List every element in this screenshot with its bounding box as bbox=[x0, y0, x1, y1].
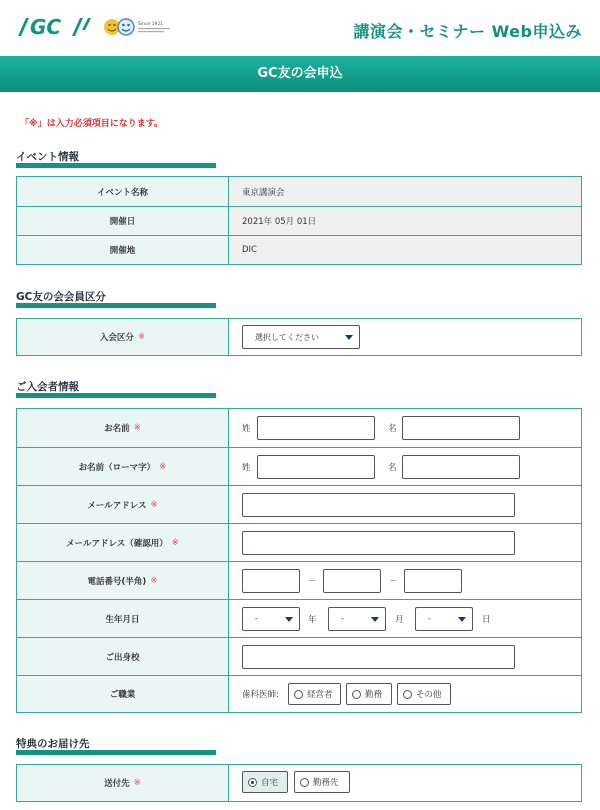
birth-year-select[interactable] bbox=[242, 607, 300, 631]
form-banner: GC友の会申込 bbox=[0, 56, 600, 92]
member-table bbox=[16, 318, 582, 356]
mei-label: 名 bbox=[388, 424, 397, 434]
school-input[interactable] bbox=[242, 645, 515, 669]
section-rule bbox=[16, 303, 216, 308]
email-confirm-label: メールアドレス（確認用） bbox=[66, 538, 168, 549]
smile-logo bbox=[104, 14, 174, 40]
send-option-home-label: 自宅 bbox=[261, 778, 279, 788]
chevron-down-icon bbox=[458, 617, 466, 622]
event-date-label: 開催日 bbox=[17, 207, 229, 235]
join-type-select-value: 選択してください bbox=[255, 333, 319, 342]
gc-logo bbox=[14, 12, 94, 40]
table-row bbox=[17, 177, 581, 206]
applicant-table bbox=[16, 408, 582, 713]
svg-text:GC: GC bbox=[30, 15, 62, 39]
email-label: メールアドレス bbox=[87, 500, 147, 511]
table-row bbox=[17, 235, 581, 264]
radio-circle-icon bbox=[403, 690, 412, 699]
delivery-table bbox=[16, 764, 582, 802]
year-label: 年 bbox=[308, 615, 317, 625]
table-row bbox=[17, 447, 581, 485]
applicant-section-title: ご入会者情報 bbox=[16, 381, 79, 393]
event-section-title: イベント情報 bbox=[16, 151, 79, 163]
birth-year-select-value: - bbox=[255, 614, 258, 623]
send-to-label: 送付先 bbox=[104, 779, 130, 789]
required-mark: ※ bbox=[137, 332, 146, 342]
section-rule bbox=[16, 163, 216, 168]
phone-dash: － bbox=[308, 577, 317, 587]
event-date-value: 2021年 05月 01日 bbox=[242, 217, 317, 227]
table-row bbox=[17, 561, 581, 599]
sei-label: 姓 bbox=[242, 463, 251, 473]
table-row bbox=[17, 319, 581, 355]
school-label: ご出身校 bbox=[17, 638, 229, 675]
birth-month-select-value: - bbox=[341, 614, 344, 623]
section-rule bbox=[16, 750, 216, 755]
phone-dash: － bbox=[389, 577, 398, 587]
job-label: ご職業 bbox=[17, 676, 229, 712]
phone-last-input[interactable] bbox=[404, 569, 462, 593]
event-venue-label: 開催地 bbox=[17, 236, 229, 264]
required-mark: ※ bbox=[133, 423, 141, 433]
job-option-other-label: その他 bbox=[416, 690, 442, 700]
required-mark: ※ bbox=[171, 537, 179, 548]
required-mark: ※ bbox=[150, 499, 158, 510]
phone-label: 電話番号(半角) bbox=[87, 576, 147, 587]
required-note: 「※」は入力必須項目になります。 bbox=[20, 119, 164, 129]
delivery-section-title: 特典のお届け先 bbox=[16, 738, 90, 750]
job-option-employee[interactable] bbox=[346, 683, 392, 705]
svg-text:Since 1921: Since 1921 bbox=[138, 22, 164, 27]
event-table bbox=[16, 176, 582, 265]
radio-circle-icon bbox=[300, 778, 309, 787]
table-row bbox=[17, 599, 581, 637]
table-row bbox=[17, 409, 581, 447]
first-name-input[interactable] bbox=[402, 416, 520, 440]
table-row bbox=[17, 765, 581, 801]
first-name-roman-input[interactable] bbox=[402, 455, 520, 479]
phone-area-input[interactable] bbox=[242, 569, 300, 593]
sei-label: 姓 bbox=[242, 424, 251, 434]
chevron-down-icon bbox=[345, 335, 353, 340]
event-name-label: イベント名称 bbox=[17, 177, 229, 206]
radio-circle-icon bbox=[294, 690, 303, 699]
event-name-value: 東京講演会 bbox=[242, 187, 285, 198]
member-section-title: GC友の会会員区分 bbox=[16, 291, 106, 303]
job-option-owner-label: 経営者 bbox=[307, 690, 333, 700]
job-option-other[interactable] bbox=[397, 683, 451, 705]
name-roman-label: お名前（ローマ字） bbox=[78, 462, 156, 473]
page-header-title: 講演会・セミナー Web申込み bbox=[353, 22, 582, 41]
name-label: お名前 bbox=[104, 424, 130, 434]
join-type-select[interactable] bbox=[242, 325, 360, 349]
birth-day-select[interactable] bbox=[415, 607, 473, 631]
month-label: 月 bbox=[395, 615, 404, 625]
table-row bbox=[17, 675, 581, 712]
birthdate-label: 生年月日 bbox=[17, 600, 229, 637]
send-option-home[interactable] bbox=[242, 771, 288, 793]
send-option-work-label: 勤務先 bbox=[313, 778, 339, 788]
table-row bbox=[17, 485, 581, 523]
table-row bbox=[17, 637, 581, 675]
required-mark: ※ bbox=[133, 778, 141, 788]
job-prefix-label: 歯科医師: bbox=[242, 690, 279, 700]
join-type-label: 入会区分 bbox=[99, 333, 134, 343]
last-name-roman-input[interactable] bbox=[257, 455, 375, 479]
table-row bbox=[17, 523, 581, 561]
email-input[interactable] bbox=[242, 493, 515, 517]
radio-circle-icon bbox=[352, 690, 361, 699]
section-rule bbox=[16, 393, 216, 398]
job-option-owner[interactable] bbox=[288, 683, 341, 705]
last-name-input[interactable] bbox=[257, 416, 375, 440]
phone-middle-input[interactable] bbox=[323, 569, 381, 593]
job-option-employee-label: 勤務 bbox=[365, 690, 383, 700]
table-row bbox=[17, 206, 581, 235]
day-label: 日 bbox=[482, 615, 491, 625]
chevron-down-icon bbox=[285, 617, 293, 622]
birth-month-select[interactable] bbox=[328, 607, 386, 631]
mei-label: 名 bbox=[388, 463, 397, 473]
required-mark: ※ bbox=[150, 575, 158, 586]
header bbox=[0, 0, 600, 56]
send-option-work[interactable] bbox=[294, 771, 350, 793]
email-confirm-input[interactable] bbox=[242, 531, 515, 555]
required-mark: ※ bbox=[159, 461, 167, 472]
event-venue-value: DIC bbox=[242, 245, 257, 255]
chevron-down-icon bbox=[371, 617, 379, 622]
birth-day-select-value: - bbox=[428, 614, 431, 623]
radio-circle-icon bbox=[248, 778, 257, 787]
